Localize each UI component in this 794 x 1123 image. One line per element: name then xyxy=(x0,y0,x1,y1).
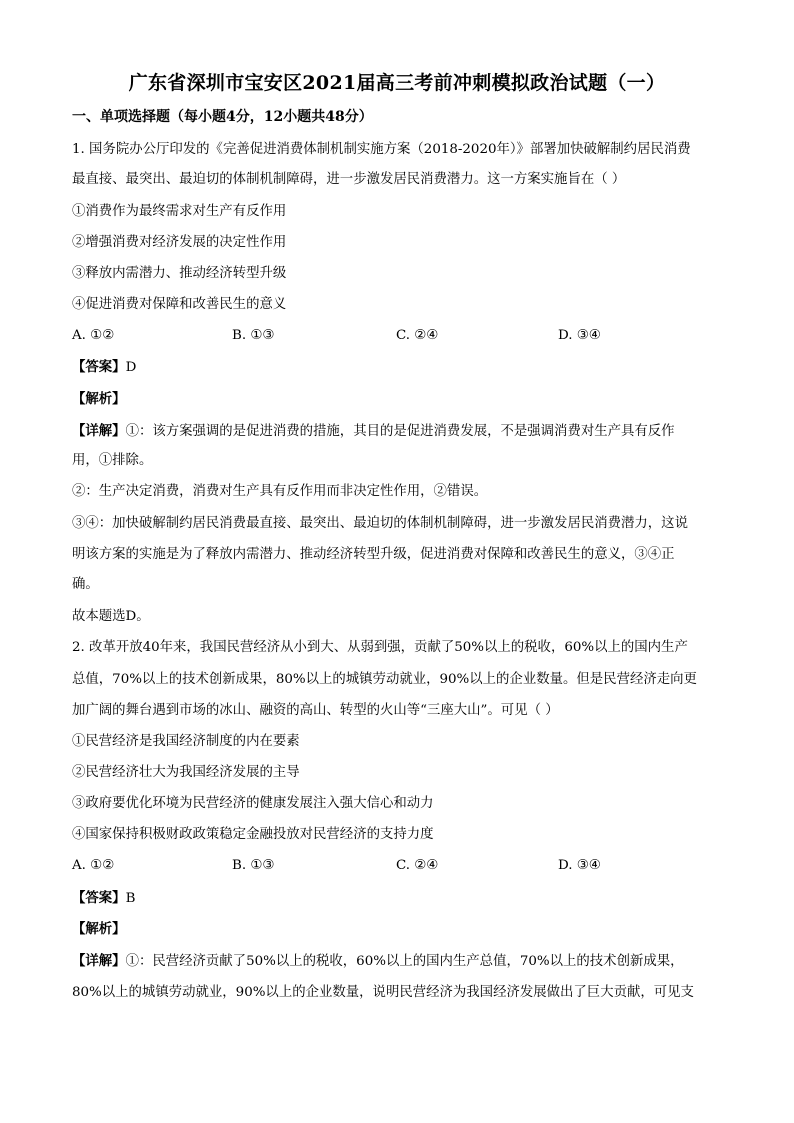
q1-detail-line-3: ②：生产决定消费，消费对生产具有反作用而非决定性作用，②错误。 xyxy=(72,484,488,499)
q1-detail-line-1 xyxy=(72,421,675,442)
q2-statement-1: ①民营经济是我国经济制度的内在要素 xyxy=(72,734,300,749)
q2-detail-line-2: 80%以上的城镇劳动就业，90%以上的企业数量，说明民营经济为我国经济发展做出了巨大贡献，可见支 xyxy=(72,985,694,1000)
q1-option-c: C. ②④ xyxy=(396,328,439,343)
q2-statement-3: ③政府要优化环境为民营经济的健康发展注入强大信心和动力 xyxy=(72,796,434,811)
q1-detail-line-4: ③④：加快破解制约居民消费最直接、最突出、最迫切的体制机制障碍，进一步激发居民消费潜力，这说 xyxy=(72,516,688,531)
q1-detail-line-2: 用，①排除。 xyxy=(72,453,153,468)
q1-answer xyxy=(72,357,136,378)
q2-answer-tag: 【答案】 xyxy=(72,890,126,906)
q2-option-c: C. ②④ xyxy=(396,858,439,873)
q1-analysis-tag: 【解析】 xyxy=(72,391,126,407)
q2-statement-2: ②民营经济壮大为我国经济发展的主导 xyxy=(72,765,300,780)
q1-statement-1: ①消费作为最终需求对生产有反作用 xyxy=(72,204,287,219)
q1-statement-4: ④促进消费对保障和改善民生的意义 xyxy=(72,297,287,312)
q1-detail-text-1: ①：该方案强调的是促进消费的措施，其目的是促进消费发展，不是强调消费对生产具有反作 xyxy=(125,424,675,439)
q1-option-a: A. ①② xyxy=(72,328,115,343)
q2-statement-4: ④国家保持积极财政政策稳定金融投放对民营经济的支持力度 xyxy=(72,827,434,842)
q1-option-b: B. ①③ xyxy=(232,328,275,343)
q1-statement-3: ③释放内需潜力、推动经济转型升级 xyxy=(72,266,287,281)
q1-option-d: D. ③④ xyxy=(558,328,601,343)
q2-stem-line-2: 总值，70%以上的技术创新成果，80%以上的城镇劳动就业，90%以上的企业数量。但是民营经济走向更 xyxy=(72,672,697,687)
q2-option-d: D. ③④ xyxy=(558,858,601,873)
q2-option-b: B. ①③ xyxy=(232,858,275,873)
page-title: 广东省深圳市宝安区2021届高三考前冲刺模拟政治试题（一） xyxy=(128,72,666,94)
q1-answer-tag: 【答案】 xyxy=(72,359,126,375)
q2-detail-text-1: ①：民营经济贡献了50%以上的税收，60%以上的国内生产总值，70%以上的技术创新成果， xyxy=(125,954,684,969)
q2-answer-value: B xyxy=(125,891,136,906)
q1-stem-line-1: 1. 国务院办公厅印发的《完善促进消费体制机制实施方案（2018-2020年）》部署加快破解制约居民消费 xyxy=(72,142,691,157)
q1-detail-tag: 【详解】 xyxy=(72,423,126,439)
q1-statement-2: ②增强消费对经济发展的决定性作用 xyxy=(72,235,287,250)
q2-answer xyxy=(72,888,135,909)
q1-detail-line-5: 明该方案的实施是为了释放内需潜力、推动经济转型升级，促进消费对保障和改善民生的意义，③④正 xyxy=(72,547,675,562)
section-heading: 一、单项选择题（每小题4分，12小题共48分） xyxy=(72,109,373,125)
q1-stem-line-2: 最直接、最突出、最迫切的体制机制障碍，进一步激发居民消费潜力。这一方案实施旨在（ ） xyxy=(72,172,626,187)
q1-conclusion: 故本题选D。 xyxy=(72,609,150,624)
q2-stem-line-1: 2. 改革开放40年来，我国民营经济从小到大、从弱到强，贡献了50%以上的税收，60%以上的国内生产 xyxy=(72,640,688,655)
q2-option-a: A. ①② xyxy=(72,858,115,873)
q2-analysis-tag: 【解析】 xyxy=(72,921,126,937)
q2-detail-tag: 【详解】 xyxy=(72,953,126,969)
q2-detail-line-1 xyxy=(72,951,684,972)
q1-detail-line-6: 确。 xyxy=(72,577,99,592)
q1-answer-value: D xyxy=(125,360,137,375)
q2-stem-line-3: 加广阔的舞台遇到市场的冰山、融资的高山、转型的火山等“三座大山”。可见（ ） xyxy=(72,703,559,718)
